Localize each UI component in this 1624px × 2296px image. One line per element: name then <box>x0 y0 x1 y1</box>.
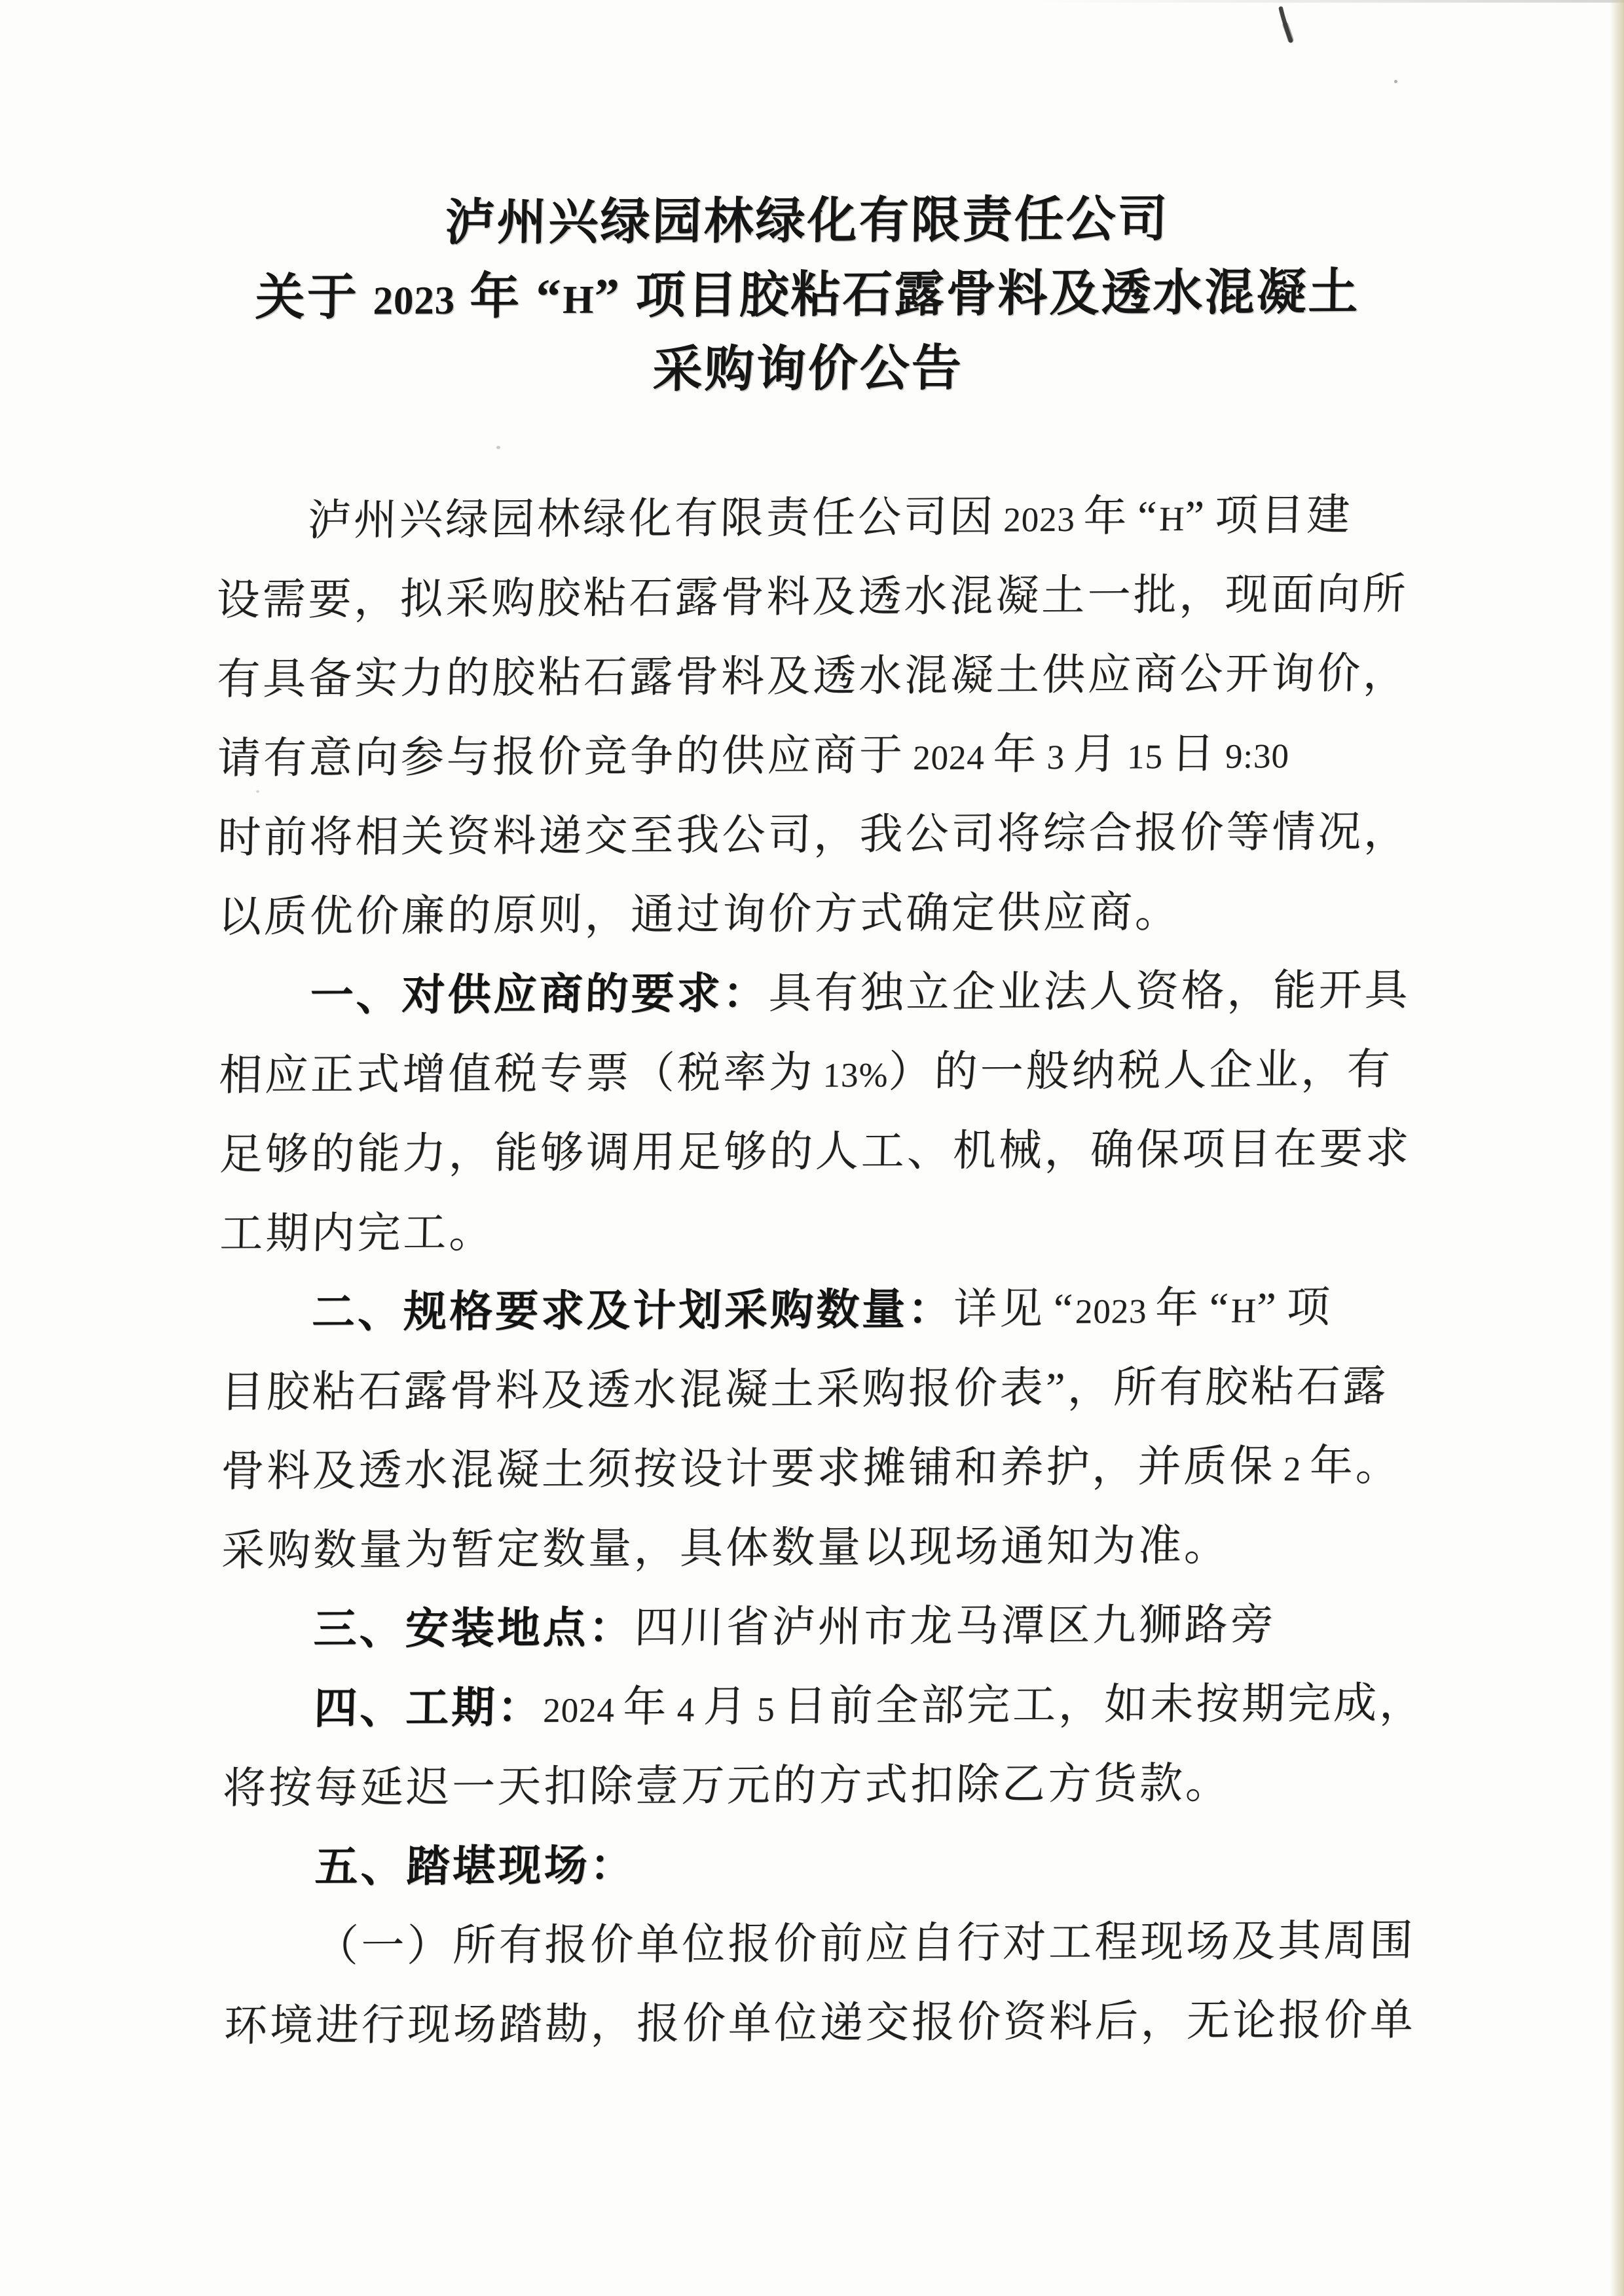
scan-top-edge-shadow <box>1035 0 1624 3</box>
title-line-subject: 关于 2023 年 “H” 项目胶粘石露骨料及透水混凝土 <box>255 264 1361 326</box>
line-text: 时前将相关资料递交至我公司，我公司将综合报价等情况， <box>217 808 1411 862</box>
heading-label: 一、对供应商的要求： <box>309 968 769 1020</box>
line-text: 详见 “2023 年 “H” 项 <box>953 1283 1333 1334</box>
line-text: 以质优价廉的原则，通过询价方式确定供应商。 <box>217 888 1181 941</box>
heading-label: 二、规格要求及计划采购数量： <box>311 1284 955 1337</box>
line-text: 工期内完工。 <box>219 1209 496 1258</box>
scan-speck <box>496 446 500 449</box>
line-text: 目胶粘石露骨料及透水混凝土采购报价表”，所有胶粘石露 <box>220 1362 1390 1417</box>
scan-speck <box>1394 80 1397 83</box>
title-line-doctype: 采购询价公告 <box>652 340 964 398</box>
heading-label: 三、安装地点： <box>313 1603 635 1654</box>
line-text: 采购数量为暂定数量，具体数量以现场通知为准。 <box>221 1522 1230 1575</box>
line-text: 环境进行现场踏勘，报价单位递交报价资料后，无论报价单 <box>223 1996 1416 2050</box>
line-text: 有具备实力的胶粘石露骨料及透水混凝土供应商公开询价， <box>216 649 1410 704</box>
line-text: 足够的能力，能够调用足够的人工、机械，确保项目在要求 <box>219 1125 1412 1179</box>
line-text: 2024 年 4 月 5 日前全部完工，如未按期完成， <box>542 1679 1426 1732</box>
title-line-company: 泸州兴绿园林绿化有限责任公司 <box>444 192 1170 251</box>
line-text: 请有意向参与报价竞争的供应商于 2024 年 3 月 15 日 9:30 <box>217 729 1290 783</box>
line-text: （一）所有报价单位报价前应自行对工程现场及其周围 <box>314 1917 1416 1971</box>
heading-label: 五、踏堪现场： <box>314 1840 637 1891</box>
scan-speck <box>256 790 259 793</box>
heading-label: 四、工期： <box>313 1683 544 1732</box>
line-text: 相应正式增值税专票（税率为 13%）的一般纳税人企业，有 <box>218 1046 1393 1100</box>
scan-right-edge-strip <box>1610 0 1624 2296</box>
line-text: 设需要，拟采购胶粘石露骨料及透水混凝土一批，现面向所 <box>215 570 1409 625</box>
line-text: 四川省泸州市龙马潭区九狮路旁 <box>633 1601 1277 1652</box>
line-text: 具有独立企业法人资格，能开具 <box>767 966 1411 1018</box>
line-text: 骨料及透水混凝土须按设计要求摊铺和养护，并质保 2 年。 <box>220 1442 1402 1496</box>
line-text: 泸州兴绿园林绿化有限责任公司因 2023 年 “H” 项目建 <box>307 491 1354 545</box>
line-text: 将按每延迟一天扣除壹万元的方式扣除乙方货款。 <box>222 1759 1232 1813</box>
